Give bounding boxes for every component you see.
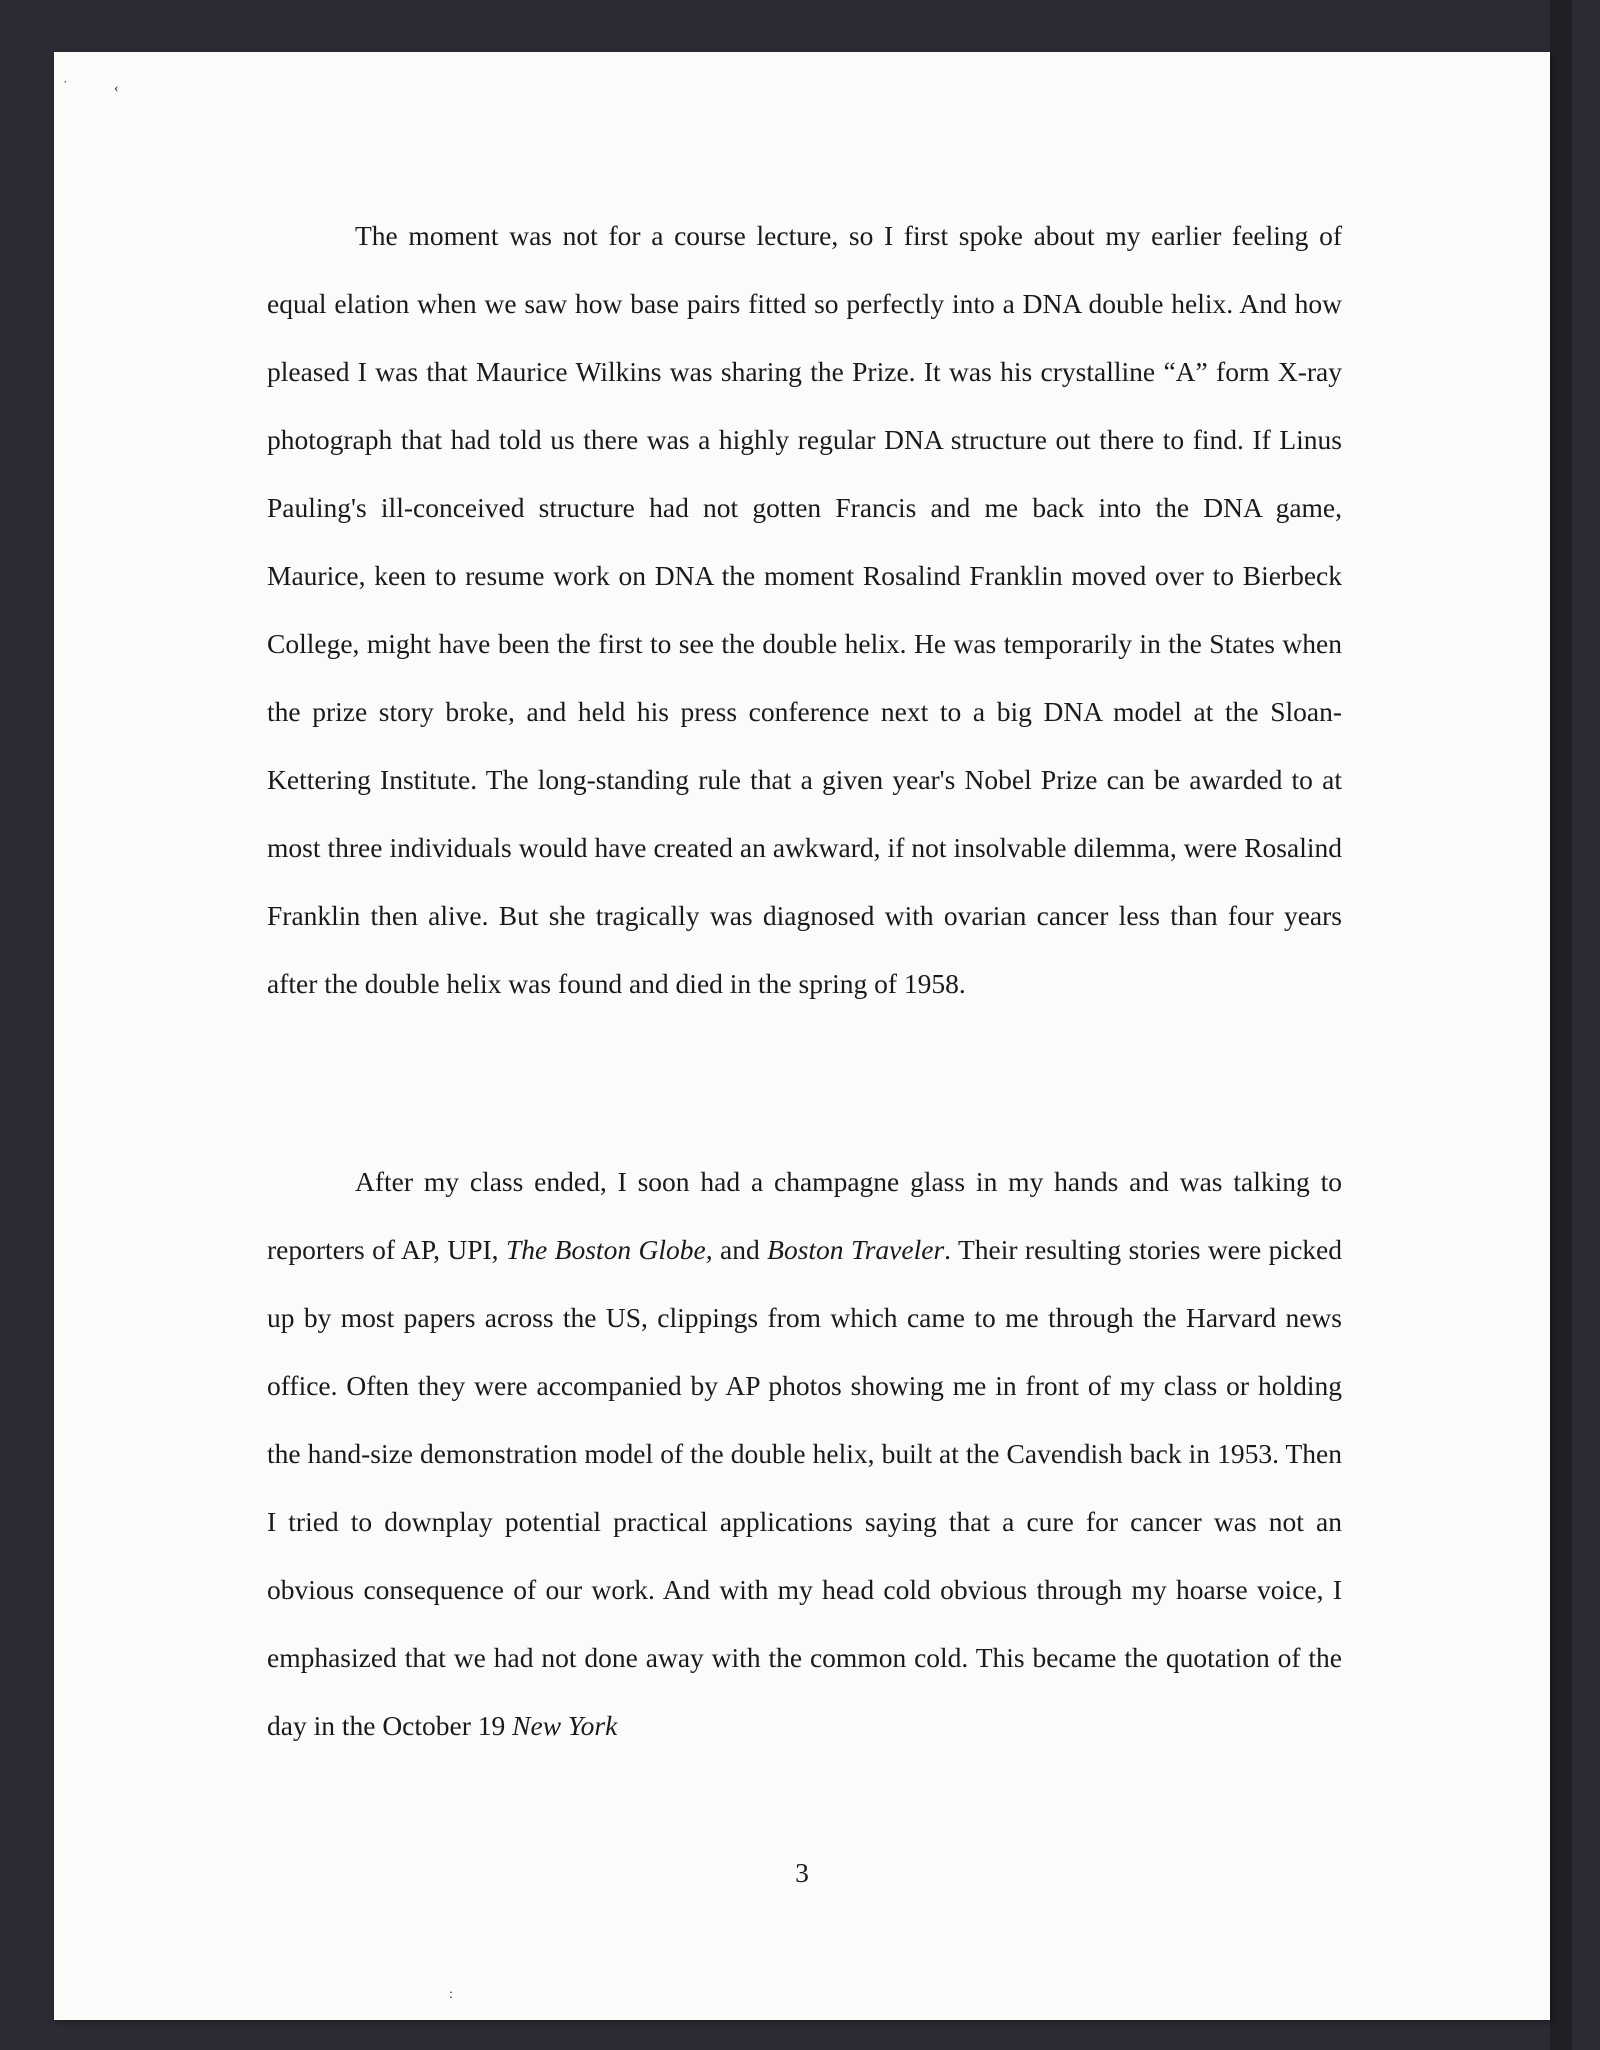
document-page [54,52,1550,2020]
scan-speck: : [449,1987,453,2002]
page-number: 3 [795,1857,809,1888]
paragraph-2 [267,1148,1342,1760]
paragraph-2-text: and [712,1234,768,1265]
paragraph-1-text: The moment was not for a course lecture, so I first spoke about my earlier feeling of equal elation when we saw how base pairs fitted so perfectly into a DNA double helix. And how pleased I was that Maurice Wilkins was sharing the Prize. It was his crystalline “A” form X-ray photograph that had told us there was a highly regular DNA structure out there to find. If Linus Pauling's ill-conceived structure had not gotten Francis and me back into the DNA game, Maurice, keen to resume work on DNA the moment Rosalind Franklin moved over to Bierbeck College, might have been the first to see the double helix. He was temporarily in the States when the prize story broke, and held his press conference next to a big DNA model at the Sloan-Kettering Institute. The long-standing rule that a given year's Nobel Prize can be awarded to at most three individuals would have created an awkward, if not insolvable dilemma, were Rosalind Franklin then alive. But she tragically was diagnosed with ovarian cancer less than four years after the double helix was found and died in the spring of 1958. [267,220,1342,999]
paragraph-2-text: . Their resulting stories were picked up by most papers across the US, clippings from which came to me through the Harvard news office. Often they were accompanied by AP photos showing me in front of my class or holding the hand-size demonstration model of the double helix, built at the Cavendish back in 1953. Then I tried to downplay potential practical applications saying that a cure for cancer was not an obvious consequence of our work. And with my head cold obvious through my hoarse voice, I emphasized that we had not done away with the common cold. This became the quotation of the day in the October 19 [267,1234,1342,1741]
scan-speck: ˙ [63,79,68,94]
scan-background-edge [1550,0,1572,2050]
paragraph-1 [267,202,1342,1018]
newspaper-title: The Boston Globe, [506,1234,713,1265]
newspaper-title: New York [512,1710,618,1741]
scan-speck: ‹ [114,81,119,96]
paragraph-2-text: After my class ended, I soon had a champagne glass in my hands and was talking to reporters of AP, UPI, [267,1166,1342,1265]
newspaper-title: Boston Traveler [767,1234,945,1265]
